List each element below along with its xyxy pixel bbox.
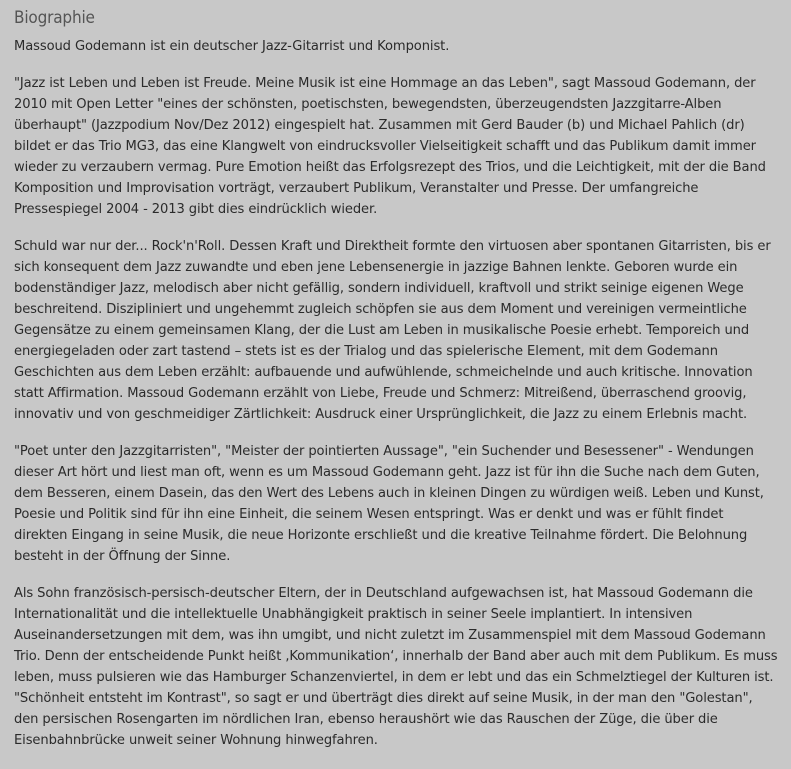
- section-title: Biographie: [14, 8, 95, 28]
- paragraph-quote: "Jazz ist Leben und Leben ist Freude. Meine Musik ist eine Hommage an das Leben", sagt Massoud Godemann, der 2010 mit Open Letter "eines der schönsten, poetischsten, bewegendsten, überzeugendsten Jazzgitarre-Alben überhaupt" (Jazzpodium Nov/Dez 2012) eingespielt hat. Zusammen mit Gerd Bauder (b) und Michael Pahlich (dr) bildet er das Trio MG3, das eine Klangwelt von eindrucksvoller Vielseitigkeit schafft und das Publikum damit immer wieder zu verzaubern vermag. Pure Emotion heißt das Erfolgsrezept des Trios, und die Leichtigkeit, mit der die Band Komposition und Improvisation vorträgt, verzaubert Publikum, Veranstalter und Presse. Der umfangreiche Pressespiegel 2004 - 2013 gibt dies eindrücklich wieder.: [14, 76, 766, 217]
- paragraph-poet: "Poet unter den Jazzgitarristen", "Meister der pointierten Aussage", "ein Suchender und Besessener" - Wendungen dieser Art hört und liest man oft, wenn es um Massoud Godemann geht. Jazz ist für ihn die Suche nach dem Guten, dem Besseren, einem Dasein, das den Wert des Lebens auch in kleinen Dingen zu würdigen weiß. Leben und Kunst, Poesie und Politik sind für ihn eine Einheit, die seinem Wesen entspringt. Was er denkt und was er fühlt findet direkten Eingang in seine Musik, die neue Horizonte erschließt und die kreative Teilnahme fördert. Die Belohnung besteht in der Öffnung der Sinne.: [14, 444, 764, 564]
- paragraph-intro: Massoud Godemann ist ein deutscher Jazz-Gitarrist und Komponist.: [14, 39, 450, 54]
- paragraph-origins: Als Sohn französisch-persisch-deutscher Eltern, der in Deutschland aufgewachsen ist, hat Massoud Godemann die Internationalität und die intellektuelle Unabhängigkeit praktisch in seiner Seele implantiert. In intensiven Auseinandersetzungen mit dem, was ihn umgibt, und nicht zuletzt im Zusammenspiel mit dem Massoud Godemann Trio. Denn der entscheidende Punkt heißt ‚Kommunikation‘, innerhalb der Band aber auch mit dem Publikum. Es muss leben, muss pulsieren wie das Hamburger Schanzenviertel, in dem er lebt und das ein Schmelztiegel der Kulturen ist. "Schönheit entsteht im Kontrast", so sagt er und überträgt dies direkt auf seine Musik, in der man den "Golestan", den persischen Rosengarten im nördlichen Iran, ebenso heraushört wie das Rauschen der Züge, die über die Eisenbahnbrücke unweit seiner Wohnung hinwegfahren.: [14, 586, 778, 748]
- paragraph-rocknroll: Schuld war nur der... Rock'n'Roll. Dessen Kraft und Direktheit formte den virtuosen aber spontanen Gitarristen, bis er sich konsequent dem Jazz zuwandte und eben jene Lebensenergie in jazzige Bahnen lenkte. Geboren wurde ein bodenständiger Jazz, melodisch aber nicht gefällig, sondern individuell, kraftvoll und strikt seinige eigenen Wege beschreitend. Diszipliniert und ungehemmt zugleich schöpfen sie aus dem Moment und vereinigen vermeintliche Gegensätze zu einem gemeinsamen Klang, der die Lust am Leben in musikalische Poesie erhebt. Temporeich und energiegeladen oder zart tastend – stets ist es der Trialog und das spielerische Element, mit dem Godemann Geschichten aus dem Leben erzählt: aufbauende und aufwühlende, schmeichelnde und auch kritische. Innovation statt Affirmation. Massoud Godemann erzählt von Liebe, Freude und Schmerz: Mitreißend, überraschend groovig, innovativ und von geschmeidiger Zärtlichkeit: Ausdruck einer Ursprünglichkeit, die Jazz zu einem Erlebnis macht.: [14, 239, 771, 422]
